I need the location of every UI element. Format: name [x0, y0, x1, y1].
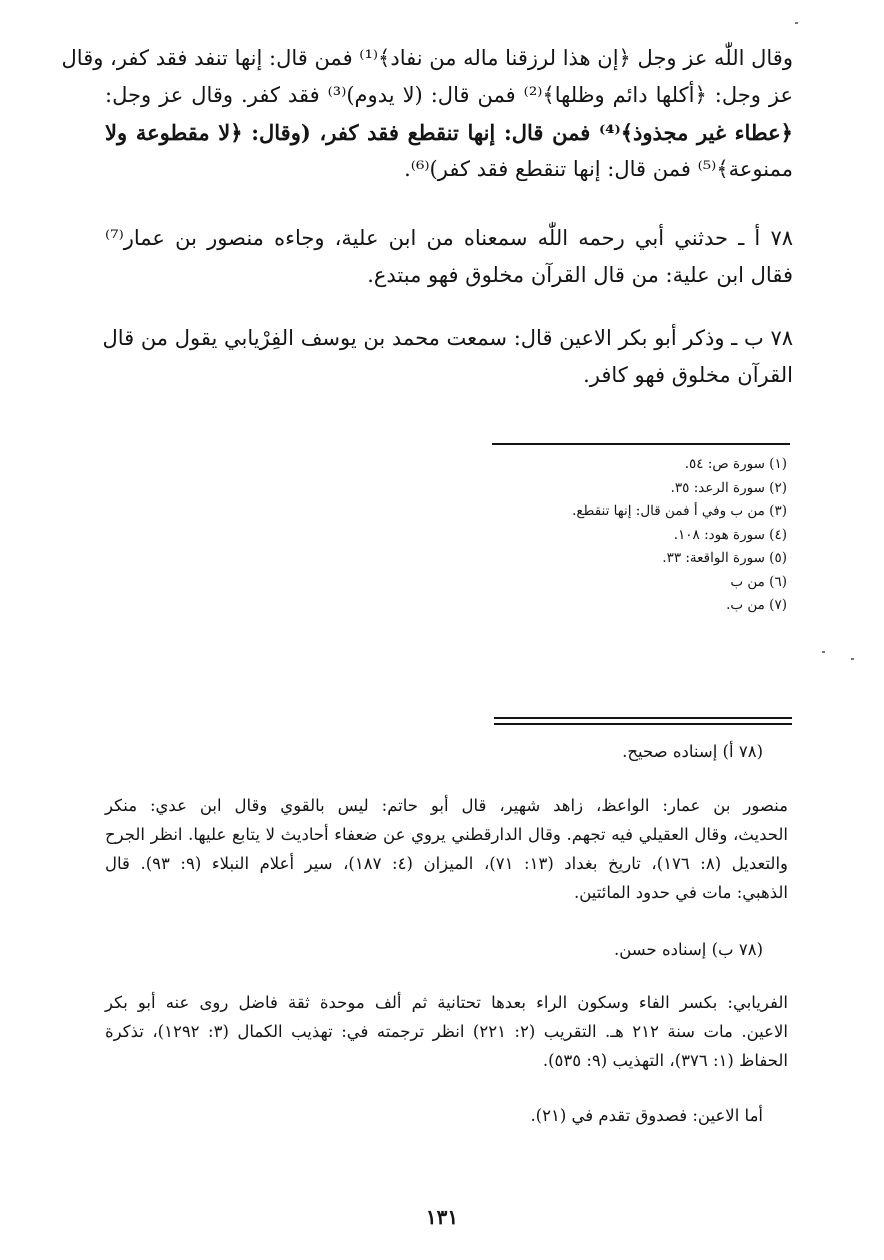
footnote-rule	[492, 443, 790, 445]
commentary-rule-bottom	[494, 723, 792, 725]
text-line: القرآن مخلوق فهو كافر.	[583, 363, 793, 387]
commentary-rule-top	[494, 717, 792, 719]
footnote-item: (٣) من ب وفي أ فمن قال: إنها تنقطع.	[572, 503, 787, 519]
text-line: منصور بن عمار: الواعظ، زاهد شهير، قال أبو حاتم: ليس بالقوي وقال ابن عدي: منكر	[105, 796, 788, 815]
text-line: وقال اللّٰه عز وجل ﴿إن هذا لرزقنا ماله من نفاد﴾⁽¹⁾ فمن قال: إنها تنفد فقد كفر، وقال	[61, 46, 793, 70]
text-line: والتعديل (٨: ١٧٦)، تاريخ بغداد (١٣: ٧١)، الميزان (٤: ١٨٧)، سير أعلام النبلاء (٩: ٩٣). قال	[105, 854, 789, 873]
scan-speck	[795, 22, 798, 24]
footnotes	[480, 453, 787, 618]
text-line: (٧٨ أ) إسناده صحيح.	[622, 742, 763, 761]
footnote-item: (٢) سورة الرعد: ٣٥.	[670, 479, 787, 496]
commentary-aayun	[105, 1101, 763, 1130]
text-line: عز وجل: ﴿أكلها دائم وظلها﴾⁽²⁾ فمن قال: (لا يدوم)⁽³⁾ فقد كفر. وقال عز وجل:	[105, 83, 793, 107]
text-line: ٧٨ أ ـ حدثني أبي رحمه اللّٰه سمعناه من ابن علية، وجاءه منصور بن عمار⁽⁷⁾	[105, 226, 793, 250]
scan-speck	[822, 651, 825, 653]
main-paragraph-1	[61, 40, 793, 188]
text-line: الاعين. مات سنة ٢١٢ هـ. التقريب (٢: ٢٢١) انظر ترجمته في: تهذيب الكمال (٣: ١٢٩٢)، تذكرة	[105, 1022, 788, 1041]
commentary-firyabi	[105, 988, 788, 1075]
commentary-isnad-78b	[105, 935, 763, 964]
text-line: الفريابي: بكسر الفاء وسكون الراء بعدها تحتانية ثم ألف موحدة ثقة فاضل روى عنه أبو بكر	[105, 993, 788, 1012]
footnote-item: (٥) سورة الواقعة: ٣٣.	[662, 550, 787, 566]
text-line: (٧٨ ب) إسناده حسن.	[613, 940, 763, 959]
footnote-item: (٦) من ب	[730, 573, 787, 590]
commentary-isnad-78a	[105, 737, 763, 766]
footnote-item: (٧) من ب.	[726, 597, 787, 613]
scan-speck	[851, 658, 854, 660]
text-line: ﴿عطاء غير مجذوذ﴾⁽⁴⁾ فمن قال: إنها تنقطع فقد كفر، (وقال: ﴿لا مقطوعة ولا	[105, 120, 793, 145]
text-line: ٧٨ ب ـ وذكر أبو بكر الاعين قال: سمعت محمد بن يوسف الفِرْيابي يقول من قال	[102, 326, 793, 350]
main-paragraph-2	[105, 220, 793, 294]
footnote-item: (٤) سورة هود: ١٠٨.	[673, 526, 787, 543]
text-line: الحديث، وقال العقيلي فيه تجهم. وقال الدارقطني يروي عن ضعفاء أحاديث لا يتابع عليها. انظر الجرح	[105, 825, 788, 844]
text-line: أما الاعين: فصدوق تقدم في (٢١).	[530, 1106, 763, 1125]
text-line: الحفاظ (١: ٣٧٦)، التهذيب (٩: ٥٣٥).	[542, 1051, 788, 1070]
text-line: فقال ابن علية: من قال القرآن مخلوق فهو مبتدع.	[367, 263, 793, 287]
commentary-mansur-bin-ammar	[105, 791, 788, 907]
footnote-item: (١) سورة ص: ٥٤.	[684, 456, 787, 472]
text-line: ممنوعة﴾⁽⁵⁾ فمن قال: إنها تنقطع فقد كفر)⁽⁶⁾.	[404, 157, 793, 181]
page-number: ١٣١	[425, 1205, 459, 1229]
main-paragraph-3	[102, 320, 793, 394]
text-line: الذهبي: مات في حدود المائتين.	[574, 883, 788, 902]
